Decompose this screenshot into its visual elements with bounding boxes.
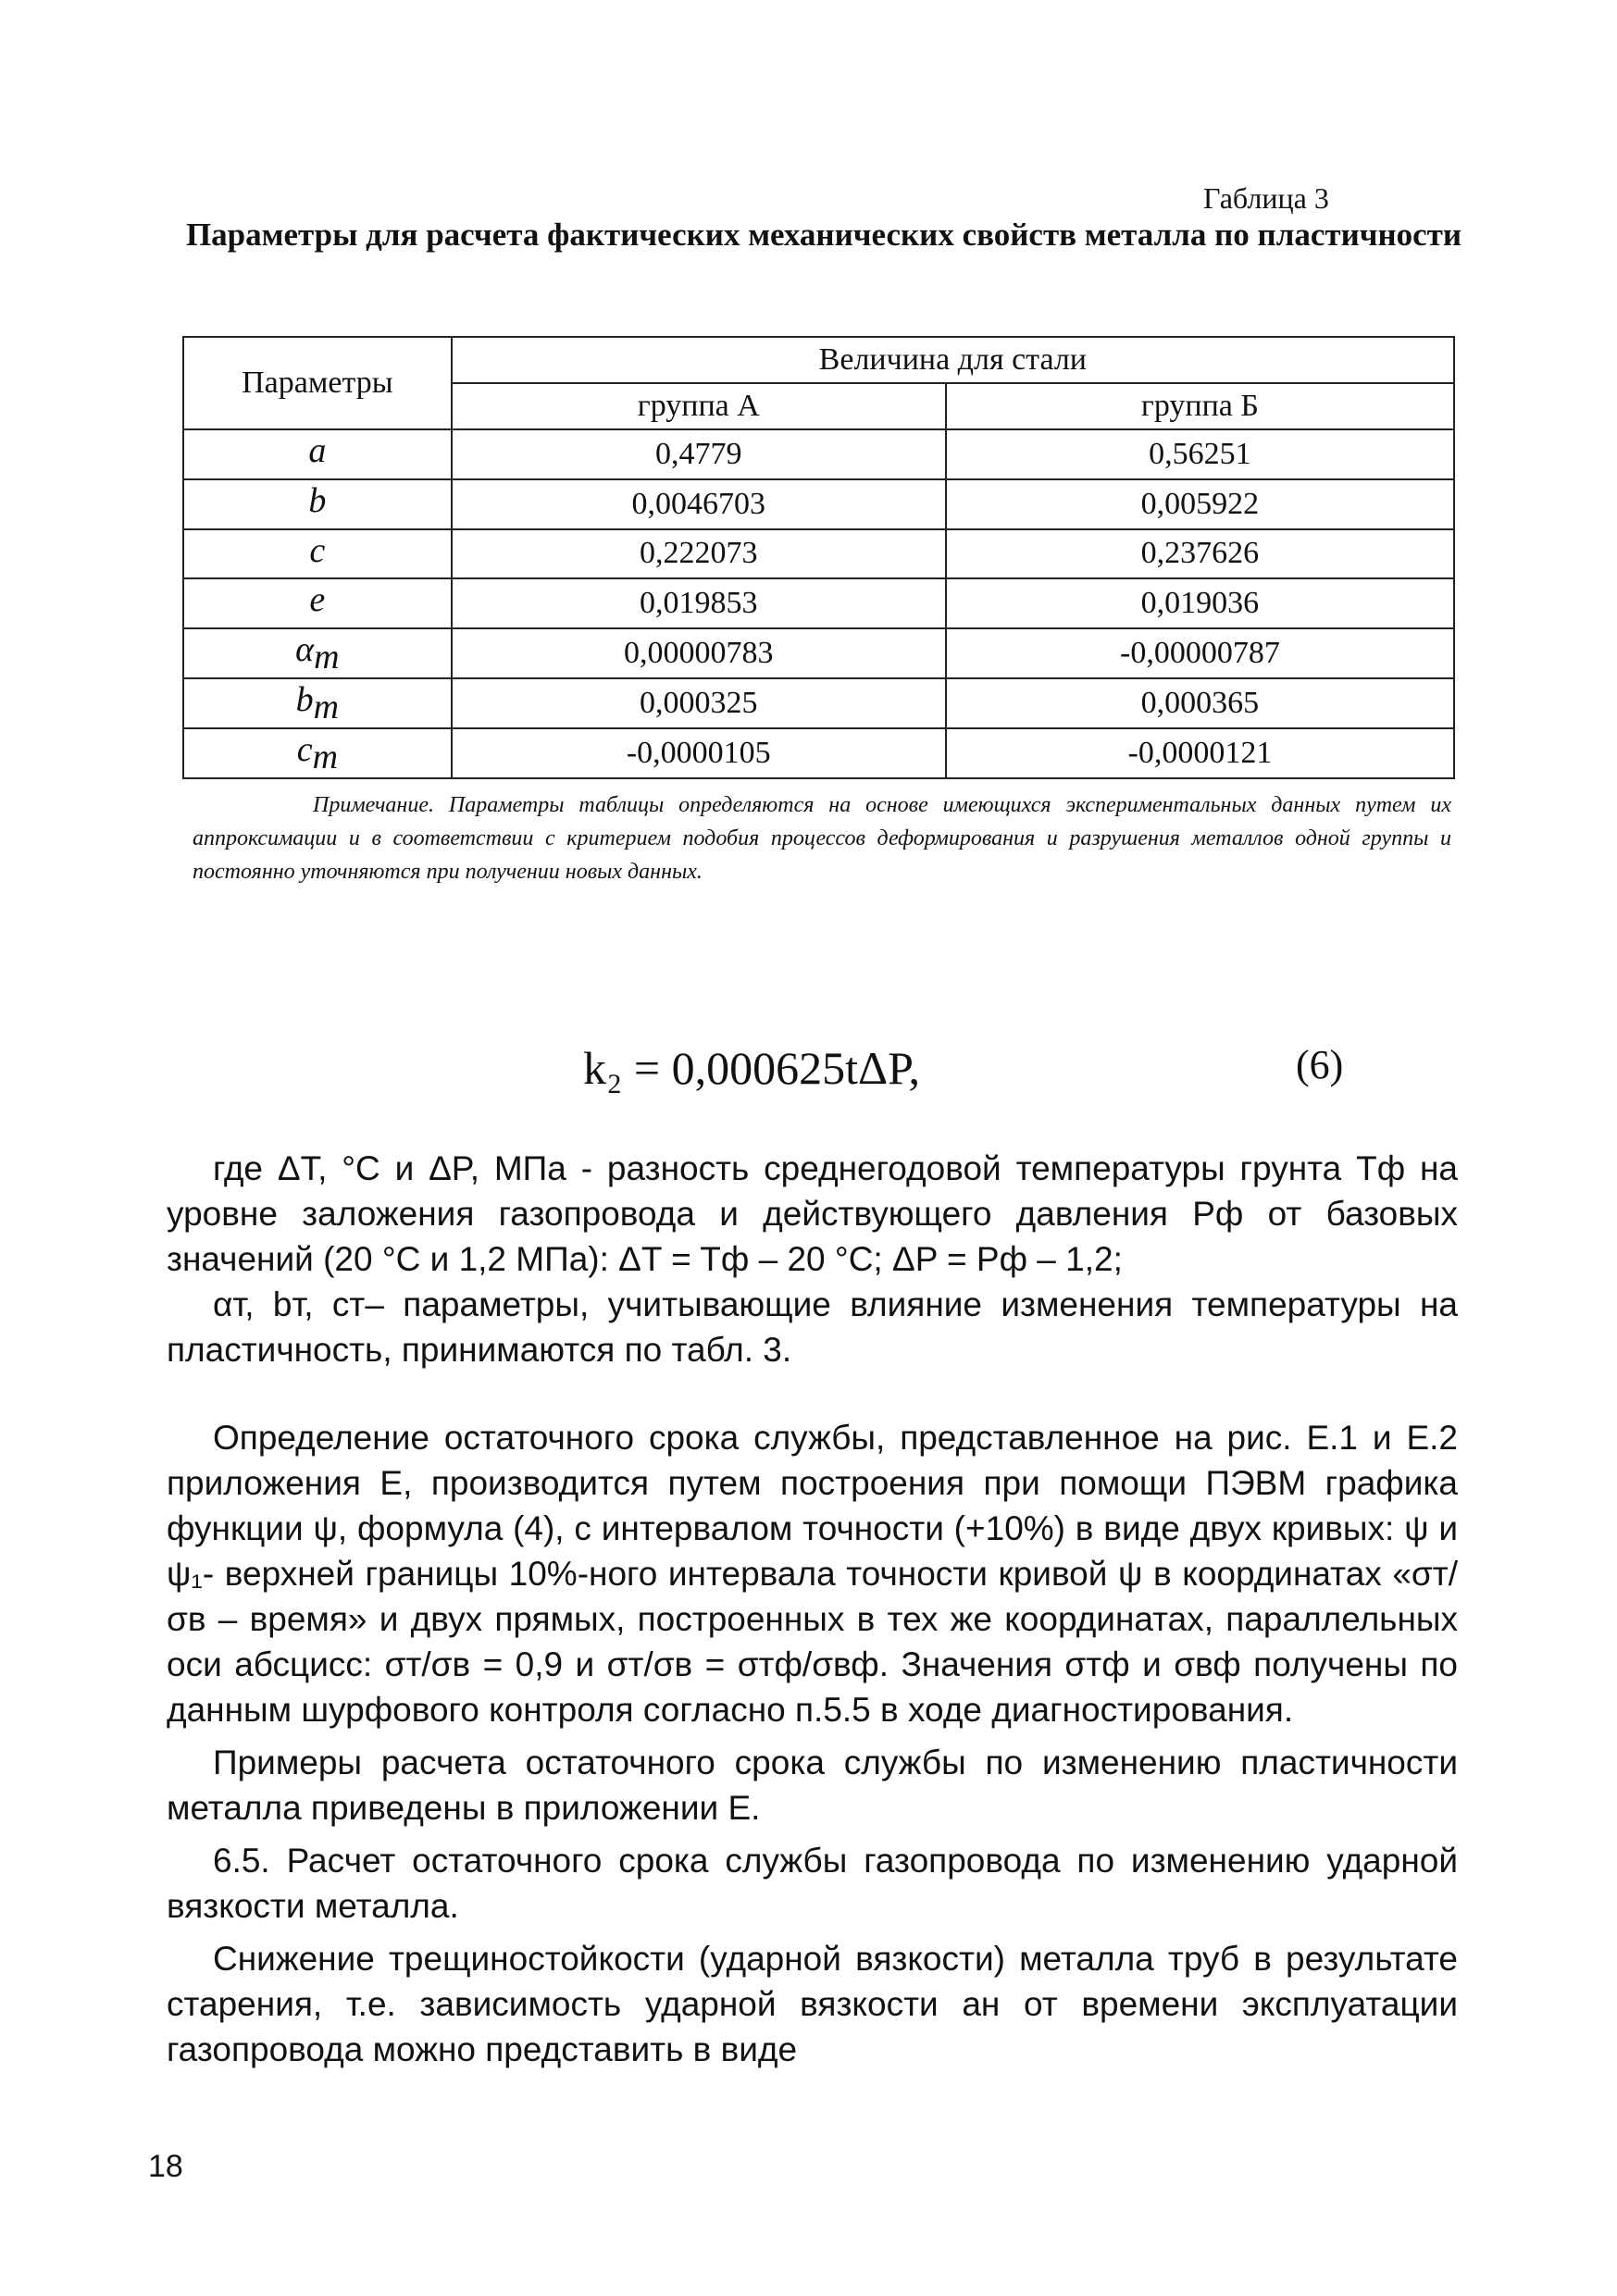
table-number: Габлица 3: [1203, 181, 1329, 215]
paragraph-toughness: Снижение трещиностойкости (ударной вязкости) металла труб в результате старения, т.е. зависимость ударной вязкости aн от времени эксплуатации газопровода можно представить в виде: [167, 1940, 1458, 2068]
body-text: [167, 1146, 1458, 2072]
symbol-text: c: [309, 530, 326, 570]
table-row: [183, 628, 1454, 678]
symbol-text: b: [295, 679, 314, 719]
param-symbol: [183, 479, 452, 529]
symbol-subscript: т: [312, 737, 339, 776]
table-row: [183, 728, 1454, 778]
table-note: Примечание. Параметры таблицы определяются на основе имеющихся экспериментальных данных путем их аппроксимации и в соответствии с критерием подобия процессов деформирования и разрушения металлов одной группы и постоянно уточняются при получении новых данных.: [193, 793, 1451, 884]
param-symbol: [183, 529, 452, 579]
value-group-a: 0,0046703: [452, 479, 946, 529]
symbol-text: c: [296, 729, 313, 769]
value-group-a: 0,019853: [452, 578, 946, 628]
value-group-a: 0,000325: [452, 678, 946, 728]
value-group-a: 0,00000783: [452, 628, 946, 678]
param-symbol: [183, 728, 452, 778]
symbol-subscript: т: [314, 637, 340, 676]
value-group-b: -0,00000787: [946, 628, 1454, 678]
header-group-b: группа Б: [946, 383, 1454, 429]
value-group-b: 0,000365: [946, 678, 1454, 728]
param-symbol: [183, 678, 452, 728]
value-group-a: 0,222073: [452, 529, 946, 579]
header-group-a: группа А: [452, 383, 946, 429]
formula-number: (6): [1296, 1042, 1344, 1087]
header-value: Величина для стали: [452, 337, 1454, 383]
symbol-subscript: т: [313, 687, 340, 726]
symbol-text: a: [308, 431, 327, 470]
symbol-text: e: [309, 580, 326, 620]
table-row: [183, 529, 1454, 579]
paragraph-definitions: где ΔT, °C и ΔP, МПа - разность среднегодовой температуры грунта Tф на уровне заложения газопровода и действующего давления Pф от базовых значений (20 °С и 1,2 МПа): ΔT = Tф – 20 °С; ΔP = Pф – 1,2;: [167, 1149, 1458, 1278]
table-row: [183, 479, 1454, 529]
value-group-a: 0,4779: [452, 429, 946, 479]
formula-6: k₂ = 0,000625tΔP,: [583, 1042, 920, 1094]
symbol-text: α: [295, 630, 315, 670]
value-group-b: 0,237626: [946, 529, 1454, 579]
value-group-b: 0,005922: [946, 479, 1454, 529]
paragraph-section-6-5: 6.5. Расчет остаточного срока службы газопровода по изменению ударной вязкости металла.: [167, 1842, 1458, 1925]
paragraph-examples: Примеры расчета остаточного срока службы по изменению пластичности металла приведены в приложении Е.: [167, 1744, 1458, 1827]
param-symbol: [183, 628, 452, 678]
symbol-text: b: [308, 480, 327, 520]
value-group-a: -0,0000105: [452, 728, 946, 778]
param-symbol: [183, 578, 452, 628]
value-group-b: -0,0000121: [946, 728, 1454, 778]
param-symbol: [183, 429, 452, 479]
paragraph-alpha: αт, bт, cт– параметры, учитывающие влияние изменения температуры на пластичность, принимаются по табл. 3.: [167, 1285, 1458, 1369]
value-group-b: 0,019036: [946, 578, 1454, 628]
table-row: [183, 578, 1454, 628]
parameters-table: [182, 336, 1455, 779]
table-row: [183, 678, 1454, 728]
value-group-b: 0,56251: [946, 429, 1454, 479]
page-number: 18: [148, 2149, 183, 2184]
header-params: Параметры: [183, 337, 452, 429]
table-title: Параметры для расчета фактических механических свойств металла по пластичности: [185, 217, 1462, 253]
paragraph-lifetime: Определение остаточного срока службы, представленное на рис. Е.1 и Е.2 приложения Е, производится путем построения при помощи ПЭВМ графика функции ψ, формула (4), с интервалом точности (+10%) в виде двух кривых: ψ и ψ₁- верхней границы 10%-ного интервала точности кривой ψ в координатах «σт/σв – время» и двух прямых, построенных в тех же координатах, параллельных оси абсцисс: σт/σв = 0,9 и σт/σв = σтф/σвф. Значения σтф и σвф получены по данным шурфового контроля согласно п.5.5 в ходе диагностирования.: [167, 1419, 1458, 1729]
table-row: [183, 429, 1454, 479]
